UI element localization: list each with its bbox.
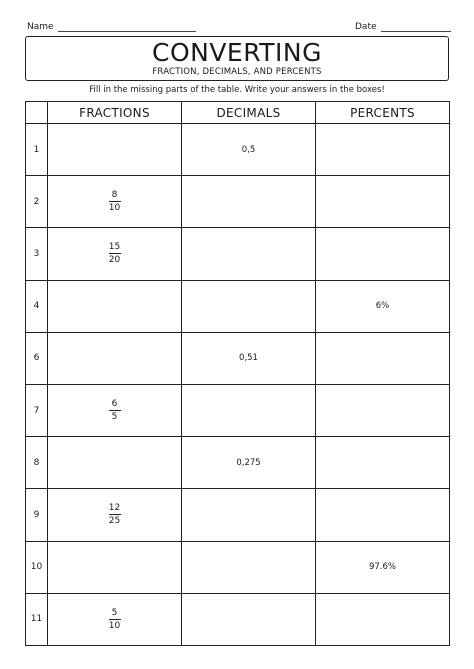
worksheet-subtitle: FRACTION, DECIMALS, AND PERCENTS (152, 67, 322, 77)
name-label: Name (27, 22, 54, 32)
table-header-row (26, 102, 450, 124)
table-row (26, 176, 450, 228)
date-blank-line[interactable] (381, 23, 451, 32)
table-row (26, 489, 450, 541)
table-row (26, 593, 450, 645)
header-number (26, 102, 48, 124)
table-row (26, 124, 450, 176)
table-row (26, 384, 450, 436)
row-number: 1 (26, 124, 48, 176)
decimal-cell[interactable] (182, 228, 316, 280)
fraction-bar (109, 253, 121, 254)
row-number: 10 (26, 541, 48, 593)
decimal-cell: 0,275 (182, 437, 316, 489)
fraction-value (109, 503, 121, 526)
fraction-denominator: 25 (108, 516, 121, 527)
fraction-cell[interactable] (48, 437, 182, 489)
table-row (26, 228, 450, 280)
fraction-cell (48, 176, 182, 228)
table-row (26, 437, 450, 489)
fraction-cell (48, 593, 182, 645)
decimal-cell[interactable] (182, 593, 316, 645)
fraction-denominator: 10 (108, 203, 121, 214)
header-percents: PERCENTS (316, 102, 450, 124)
row-number: 7 (26, 384, 48, 436)
fraction-denominator: 20 (108, 255, 121, 266)
date-label: Date (355, 22, 377, 32)
name-blank-line[interactable] (58, 23, 196, 32)
row-number: 3 (26, 228, 48, 280)
percent-cell[interactable] (316, 593, 450, 645)
percent-cell: 6% (316, 280, 450, 332)
fraction-numerator: 6 (111, 399, 118, 410)
fraction-numerator: 5 (111, 607, 118, 618)
conversion-table (25, 101, 450, 646)
fraction-cell (48, 228, 182, 280)
fraction-value (109, 608, 121, 631)
fraction-cell (48, 384, 182, 436)
fraction-bar (109, 514, 121, 515)
decimal-cell[interactable] (182, 384, 316, 436)
table-row (26, 280, 450, 332)
fraction-cell[interactable] (48, 332, 182, 384)
header-fractions: FRACTIONS (48, 102, 182, 124)
worksheet-title: CONVERTING (151, 38, 322, 67)
percent-cell[interactable] (316, 384, 450, 436)
table-row (26, 332, 450, 384)
fraction-value (109, 399, 121, 422)
fraction-cell[interactable] (48, 124, 182, 176)
row-number: 4 (26, 280, 48, 332)
fraction-bar (109, 410, 121, 411)
percent-cell[interactable] (316, 176, 450, 228)
fraction-numerator: 8 (111, 190, 118, 201)
fraction-value (109, 242, 121, 265)
fraction-cell[interactable] (48, 280, 182, 332)
title-box (25, 36, 449, 81)
decimal-cell[interactable] (182, 541, 316, 593)
percent-cell[interactable] (316, 124, 450, 176)
row-number: 9 (26, 489, 48, 541)
percent-cell[interactable] (316, 489, 450, 541)
fraction-denominator: 10 (108, 620, 121, 631)
row-number: 6 (26, 332, 48, 384)
header-decimals: DECIMALS (182, 102, 316, 124)
date-field (355, 22, 451, 32)
instructions: Fill in the missing parts of the table. Write your answers in the boxes! (89, 85, 385, 95)
fraction-cell (48, 489, 182, 541)
decimal-cell: 0,51 (182, 332, 316, 384)
fraction-cell[interactable] (48, 541, 182, 593)
table-row (26, 541, 450, 593)
fraction-bar (109, 619, 121, 620)
percent-cell[interactable] (316, 228, 450, 280)
percent-cell: 97.6% (316, 541, 450, 593)
row-number: 8 (26, 437, 48, 489)
fraction-numerator: 15 (108, 242, 121, 253)
decimal-cell[interactable] (182, 280, 316, 332)
name-field (27, 22, 196, 32)
row-number: 2 (26, 176, 48, 228)
row-number: 11 (26, 593, 48, 645)
percent-cell[interactable] (316, 437, 450, 489)
fraction-numerator: 12 (108, 503, 121, 514)
decimal-cell[interactable] (182, 489, 316, 541)
fraction-value (109, 190, 121, 213)
fraction-bar (109, 201, 121, 202)
fraction-denominator: 5 (111, 412, 118, 423)
decimal-cell[interactable] (182, 176, 316, 228)
percent-cell[interactable] (316, 332, 450, 384)
decimal-cell: 0,5 (182, 124, 316, 176)
